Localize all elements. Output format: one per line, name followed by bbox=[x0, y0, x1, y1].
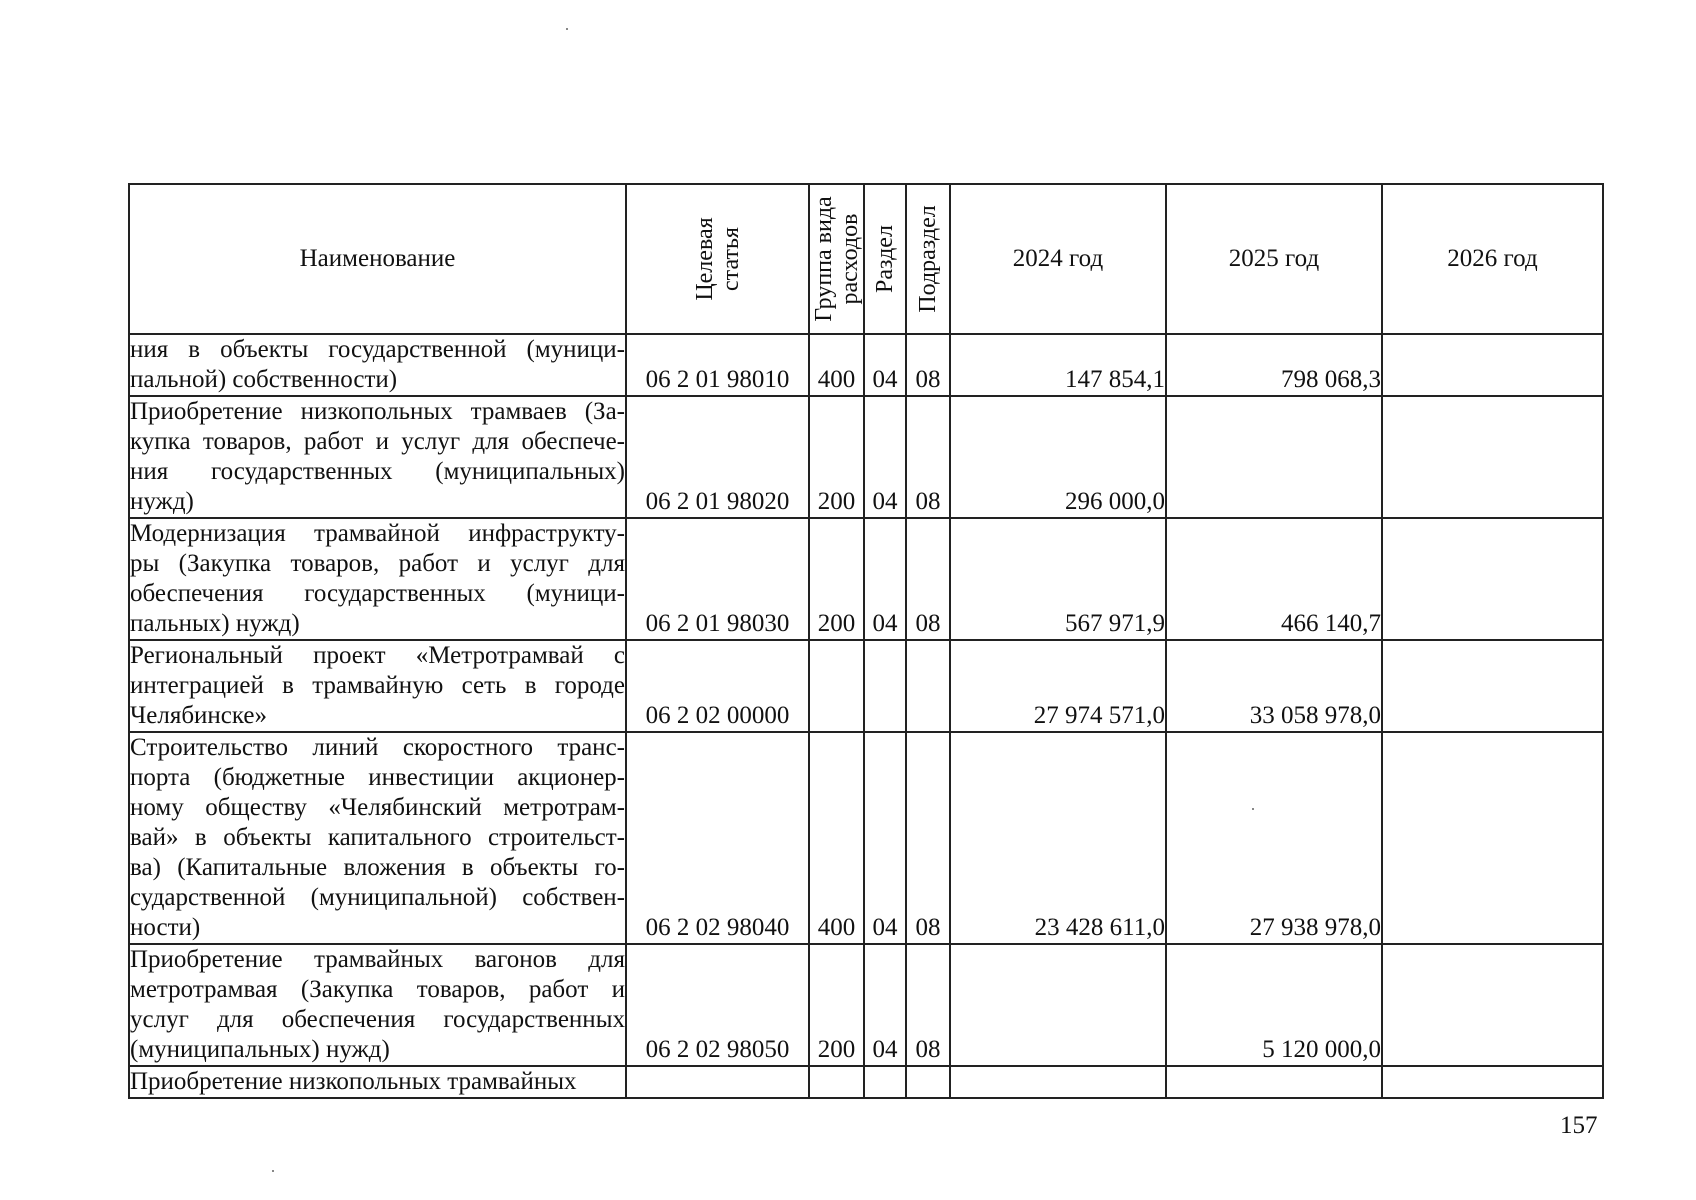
row-amount-2025: 33 058 978,0 bbox=[1166, 640, 1382, 732]
row-subsection: 08 bbox=[906, 732, 950, 944]
row-name-line: купка товаров, работ и услуг для обеспече- bbox=[130, 428, 625, 455]
row-name-line: ному обществу «Челябинский метротрам- bbox=[130, 794, 625, 821]
row-amount-2026 bbox=[1382, 732, 1603, 944]
row-amount-2024: 27 974 571,0 bbox=[950, 640, 1166, 732]
row-name bbox=[129, 396, 626, 518]
header-year-2024: 2024 год bbox=[950, 184, 1166, 334]
row-name bbox=[129, 334, 626, 396]
header-subsection: Подраздел bbox=[906, 184, 950, 334]
row-name-line: пальных) нужд) bbox=[130, 610, 300, 637]
row-name bbox=[129, 944, 626, 1066]
row-subsection: 08 bbox=[906, 518, 950, 640]
header-target-article: Целевая статья bbox=[626, 184, 809, 334]
row-name-line: интеграцией в трамвайную сеть в городе bbox=[130, 672, 625, 699]
row-section: 04 bbox=[864, 732, 906, 944]
row-name bbox=[129, 518, 626, 640]
row-expense-group: 200 bbox=[809, 518, 864, 640]
row-name-line: порта (бюджетные инвестиции акционер- bbox=[130, 764, 625, 791]
header-expense-group: Группа вида расходов bbox=[809, 184, 864, 334]
row-expense-group: 400 bbox=[809, 732, 864, 944]
row-amount-2026 bbox=[1382, 334, 1603, 396]
row-amount-2025: 466 140,7 bbox=[1166, 518, 1382, 640]
row-name-line: сударственной (муниципальной) собствен- bbox=[130, 884, 625, 911]
table-row bbox=[129, 944, 1603, 1066]
scan-speck bbox=[272, 1170, 274, 1172]
table-row bbox=[129, 732, 1603, 944]
row-section: 04 bbox=[864, 944, 906, 1066]
row-amount-2025: 27 938 978,0 bbox=[1166, 732, 1382, 944]
row-name-line: обеспечения государственных (муници- bbox=[130, 580, 625, 607]
row-expense-group: 200 bbox=[809, 396, 864, 518]
row-target-article: 06 2 02 98050 bbox=[626, 944, 809, 1066]
table-body bbox=[129, 334, 1603, 1098]
row-name bbox=[129, 732, 626, 944]
row-amount-2026 bbox=[1382, 640, 1603, 732]
row-name-line: пальной) собственности) bbox=[130, 366, 398, 393]
row-section bbox=[864, 1066, 906, 1098]
row-name-line: ния в объекты государственной (муници- bbox=[130, 336, 625, 363]
row-name-line: (муниципальных) нужд) bbox=[130, 1036, 390, 1063]
row-name-line: ва) (Капитальные вложения в объекты го- bbox=[130, 854, 625, 881]
row-target-article: 06 2 01 98020 bbox=[626, 396, 809, 518]
row-amount-2025: 798 068,3 bbox=[1166, 334, 1382, 396]
row-amount-2024: 23 428 611,0 bbox=[950, 732, 1166, 944]
row-amount-2024 bbox=[950, 944, 1166, 1066]
row-target-article bbox=[626, 1066, 809, 1098]
row-name bbox=[129, 1066, 626, 1098]
header-year-2026: 2026 год bbox=[1382, 184, 1603, 334]
row-expense-group bbox=[809, 640, 864, 732]
row-amount-2025 bbox=[1166, 396, 1382, 518]
row-section: 04 bbox=[864, 518, 906, 640]
row-name-line: Региональный проект «Метротрамвай с bbox=[130, 642, 625, 669]
scan-speck bbox=[566, 28, 568, 30]
row-amount-2026 bbox=[1382, 396, 1603, 518]
row-name bbox=[129, 640, 626, 732]
row-name-line: Приобретение низкопольных трамвайных bbox=[130, 1068, 577, 1095]
budget-table bbox=[128, 183, 1604, 1099]
row-target-article: 06 2 01 98030 bbox=[626, 518, 809, 640]
row-amount-2026 bbox=[1382, 518, 1603, 640]
row-name-line: метротрамвая (Закупка товаров, работ и bbox=[130, 976, 625, 1003]
row-amount-2024: 296 000,0 bbox=[950, 396, 1166, 518]
row-name-line: нужд) bbox=[130, 488, 194, 515]
row-subsection: 08 bbox=[906, 396, 950, 518]
row-amount-2025 bbox=[1166, 1066, 1382, 1098]
row-subsection bbox=[906, 640, 950, 732]
header-name: Наименование bbox=[129, 184, 626, 334]
row-name-line: Челябинске» bbox=[130, 702, 268, 729]
row-subsection: 08 bbox=[906, 334, 950, 396]
table-header-row bbox=[129, 184, 1603, 334]
row-section bbox=[864, 640, 906, 732]
scan-speck bbox=[1252, 808, 1254, 810]
row-amount-2024: 567 971,9 bbox=[950, 518, 1166, 640]
row-expense-group bbox=[809, 1066, 864, 1098]
row-subsection bbox=[906, 1066, 950, 1098]
row-name-line: Строительство линий скоростного транс- bbox=[130, 734, 625, 761]
row-target-article: 06 2 01 98010 bbox=[626, 334, 809, 396]
row-name-line: Модернизация трамвайной инфраструкту- bbox=[130, 520, 625, 547]
row-amount-2025: 5 120 000,0 bbox=[1166, 944, 1382, 1066]
row-name-line: вай» в объекты капитального строительст- bbox=[130, 824, 625, 851]
row-name-line: ности) bbox=[130, 914, 201, 941]
row-name-line: услуг для обеспечения государственных bbox=[130, 1006, 625, 1033]
header-section: Раздел bbox=[864, 184, 906, 334]
row-name-line: ры (Закупка товаров, работ и услуг для bbox=[130, 550, 625, 577]
row-target-article: 06 2 02 00000 bbox=[626, 640, 809, 732]
table-row bbox=[129, 640, 1603, 732]
row-target-article: 06 2 02 98040 bbox=[626, 732, 809, 944]
table-row bbox=[129, 1066, 1603, 1098]
row-subsection: 08 bbox=[906, 944, 950, 1066]
row-expense-group: 400 bbox=[809, 334, 864, 396]
row-amount-2026 bbox=[1382, 944, 1603, 1066]
row-amount-2024: 147 854,1 bbox=[950, 334, 1166, 396]
row-name-line: ния государственных (муниципальных) bbox=[130, 458, 625, 485]
page-number: 157 bbox=[1560, 1112, 1598, 1139]
row-amount-2024 bbox=[950, 1066, 1166, 1098]
row-section: 04 bbox=[864, 396, 906, 518]
header-year-2025: 2025 год bbox=[1166, 184, 1382, 334]
table-row bbox=[129, 518, 1603, 640]
row-section: 04 bbox=[864, 334, 906, 396]
row-name-line: Приобретение трамвайных вагонов для bbox=[130, 946, 625, 973]
row-name-line: Приобретение низкопольных трамваев (За- bbox=[130, 398, 625, 425]
row-amount-2026 bbox=[1382, 1066, 1603, 1098]
row-expense-group: 200 bbox=[809, 944, 864, 1066]
table-row bbox=[129, 334, 1603, 396]
table-row bbox=[129, 396, 1603, 518]
